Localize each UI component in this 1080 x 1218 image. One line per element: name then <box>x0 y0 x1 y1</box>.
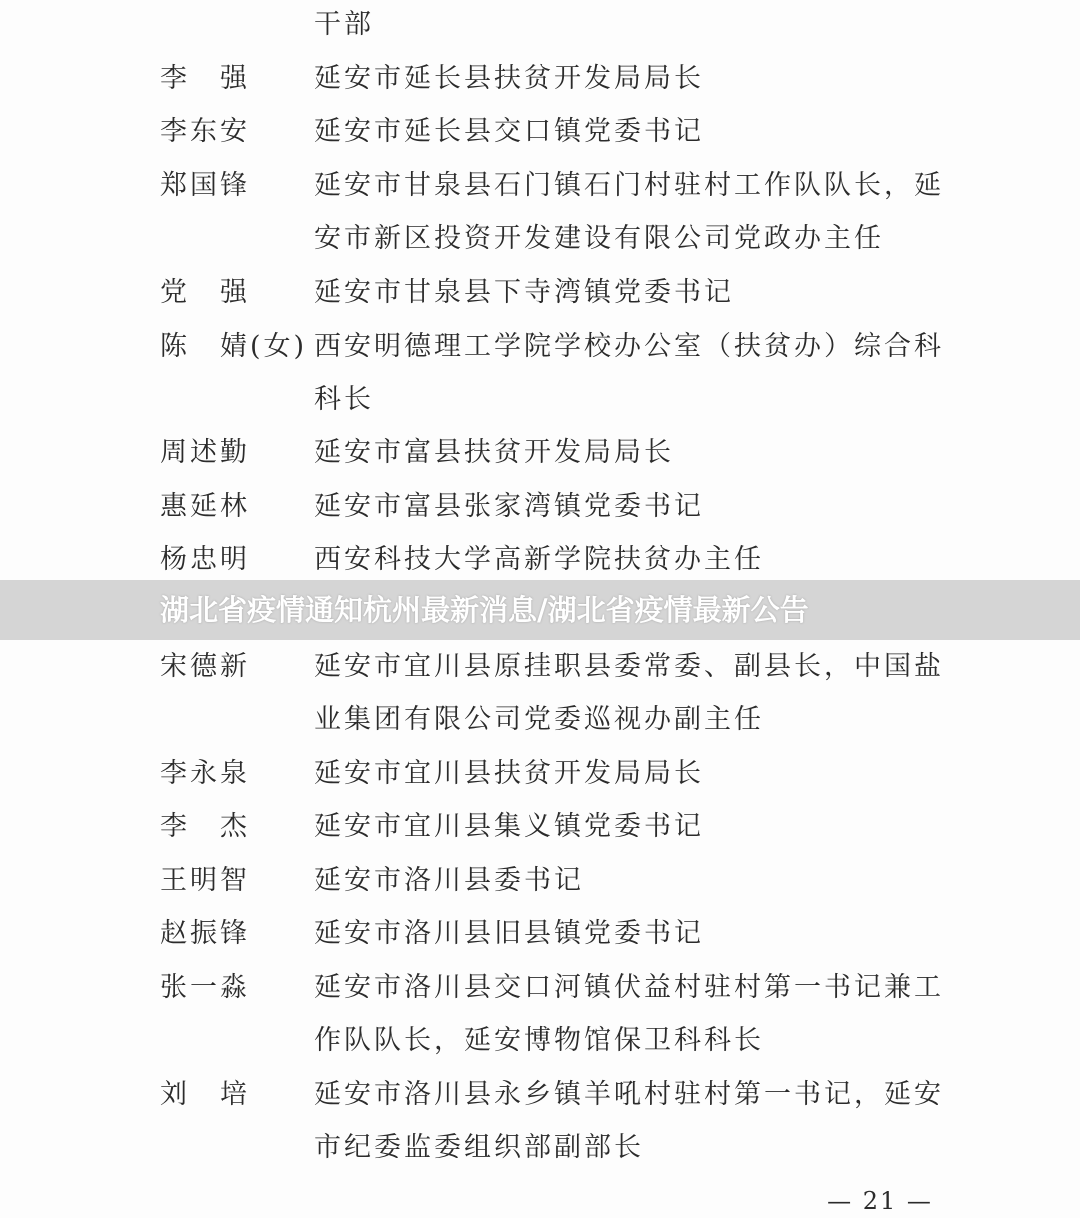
person-name: 陈 婧(女) <box>160 331 308 362</box>
person-title: 延安市甘泉县下寺湾镇党委书记 <box>314 277 734 308</box>
person-title: 延安市洛川县交口河镇伏益村驻村第一书记兼工 作队队长，延安博物馆保卫科科长 <box>314 972 944 1056</box>
person-name: 惠延林 <box>160 491 250 522</box>
person-title: 延安市洛川县旧县镇党委书记 <box>314 918 704 949</box>
person-title: 延安市富县张家湾镇党委书记 <box>314 491 704 522</box>
person-name: 张一淼 <box>160 972 250 1003</box>
page-number: — 21 — <box>827 1187 933 1215</box>
person-name: 李 强 <box>160 63 250 94</box>
person-title: 延安市洛川县永乡镇羊吼村驻村第一书记，延安 市纪委监委组织部副部长 <box>314 1079 944 1163</box>
person-title: 延安市延长县交口镇党委书记 <box>314 116 704 147</box>
person-name: 刘 培 <box>160 1079 250 1110</box>
person-title: 延安市洛川县委书记 <box>314 865 584 896</box>
person-title: 延安市甘泉县石门镇石门村驻村工作队队长，延 安市新区投资开发建设有限公司党政办主任 <box>314 170 944 254</box>
person-name: 赵振锋 <box>160 918 250 949</box>
person-title: 延安市富县扶贫开发局局长 <box>314 437 674 468</box>
person-name: 李 杰 <box>160 811 250 842</box>
person-name: 杨忠明 <box>160 544 250 575</box>
person-title: 延安市宜川县原挂职县委常委、副县长，中国盐 业集团有限公司党委巡视办副主任 <box>314 651 944 735</box>
person-name: 党 强 <box>160 277 250 308</box>
person-name: 李东安 <box>160 116 250 147</box>
person-name: 郑国锋 <box>160 170 250 201</box>
person-title: 延安市延长县扶贫开发局局长 <box>314 63 704 94</box>
person-name: 王明智 <box>160 865 250 896</box>
person-title: 西安明德理工学院学校办公室（扶贫办）综合科 科长 <box>314 331 944 415</box>
top-fragment: 干部 <box>314 9 374 40</box>
person-name: 李永泉 <box>160 758 250 789</box>
headline-banner <box>0 580 1080 640</box>
person-title: 延安市宜川县扶贫开发局局长 <box>314 758 704 789</box>
person-name: 宋德新 <box>160 651 250 682</box>
person-name: 周述勤 <box>160 437 250 468</box>
banner-title: 湖北省疫情通知杭州最新消息/湖北省疫情最新公告 <box>160 593 809 627</box>
person-title: 延安市宜川县集义镇党委书记 <box>314 811 704 842</box>
person-title: 西安科技大学高新学院扶贫办主任 <box>314 544 764 575</box>
